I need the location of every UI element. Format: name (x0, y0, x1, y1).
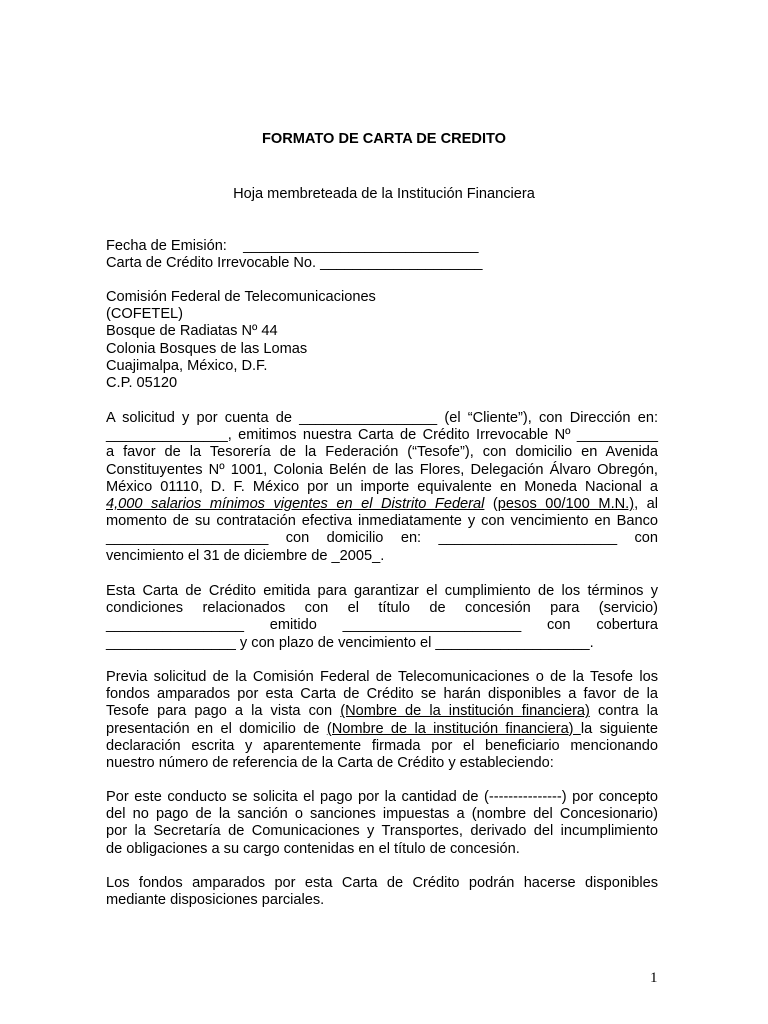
address-line: (COFETEL) (106, 306, 184, 323)
paragraph-line-institution: Tesofe para pago a la vista con (Nombre de la institución financiera) contra la (106, 703, 658, 720)
document-subtitle: Hoja membreteada de la Institución Financiera (233, 186, 535, 202)
issue-date-line: Fecha de Emisión: _____________________________ (106, 238, 479, 254)
amount-italic-text: 4,000 salarios mínimos vigentes en el Distrito Federal (106, 496, 485, 513)
paragraph-request (106, 410, 658, 565)
address-line: Colonia Bosques de las Lomas (106, 340, 308, 357)
paragraph-line: vencimiento el 31 de diciembre de _2005_. (106, 547, 385, 564)
institution-name-placeholder: (Nombre de la institución financiera) (340, 703, 590, 720)
paragraph-line: momento de su contratación efectiva inmediatamente y con vencimiento en Banco (106, 513, 658, 530)
paragraph-line: de obligaciones a su cargo contenidas en el título de concesión. (106, 840, 520, 857)
paragraph-line: del no pago de la sanción o sanciones impuestas a (nombre del Concesionario) (106, 806, 658, 823)
paragraph-payment-request (106, 789, 658, 858)
paragraph-line: ____________________ con domicilio en: ______________________ con (106, 530, 658, 547)
address-line: Comisión Federal de Telecomunicaciones (106, 289, 376, 305)
paragraph-line: mediante disposiciones parciales. (106, 892, 325, 909)
address-line: C.P. 05120 (106, 375, 178, 392)
paragraph-conditions (106, 669, 658, 772)
paragraph-partial-disposals (106, 875, 658, 909)
document-title: FORMATO DE CARTA DE CREDITO (261, 131, 507, 147)
paragraph-line: Previa solicitud de la Comisión Federal de Telecomunicaciones o de la Tesofe los (106, 669, 658, 685)
paragraph-line: Los fondos amparados por esta Carta de Crédito podrán hacerse disponibles (106, 875, 658, 891)
paragraph-line: _______________, emitimos nuestra Carta de Crédito Irrevocable Nº __________ (106, 427, 658, 444)
paragraph-line: condiciones relacionados con el título de concesión para (servicio) (106, 600, 658, 617)
paragraph-line: nuestro número de referencia de la Carta de Crédito y estableciendo: (106, 755, 554, 772)
header-fields (106, 238, 658, 272)
paragraph-line: Esta Carta de Crédito emitida para garantizar el cumplimiento de los términos y (106, 583, 658, 599)
paragraph-line: Constituyentes Nº 1001, Colonia Belén de las Flores, Delegación Álvaro Obregón, (106, 461, 658, 478)
paragraph-line: México 01110, D. F. México por un importe equivalente en Moneda Nacional a (106, 478, 658, 495)
paragraph-line: declaración escrita y aparentemente firmada por el beneficiario mencionando (106, 737, 658, 754)
institution-name-placeholder: (Nombre de la institución financiera) (326, 720, 581, 737)
paragraph-line: fondos amparados por esta Carta de Crédito se harán disponibles a favor de la (106, 686, 658, 703)
amount-pesos-text: pesos 00/100 M.N.) (497, 496, 635, 513)
paragraph-line: Por este conducto se solicita el pago por la cantidad de (---------------) por concepto (106, 789, 658, 805)
paragraph-line: a favor de la Tesorería de la Federación (“Tesofe”), con domicilio en Avenida (106, 444, 658, 461)
recipient-address (106, 289, 658, 392)
paragraph-line: por la Secretaría de Comunicaciones y Transportes, derivado del incumplimiento (106, 823, 658, 840)
paragraph-line: ________________ y con plazo de vencimiento el ___________________. (106, 634, 594, 651)
paragraph-line: _________________ emitido ______________________ con cobertura (106, 617, 658, 634)
paragraph-line: A solicitud y por cuenta de _________________ (el “Cliente”), con Dirección en: (106, 410, 658, 426)
paragraph-line-institution: presentación en el domicilio de (Nombre de la institución financiera) la siguiente (106, 720, 658, 737)
address-line: Cuajimalpa, México, D.F. (106, 357, 268, 374)
page-number: 1 (650, 970, 658, 986)
address-line: Bosque de Radiatas Nº 44 (106, 323, 278, 340)
paragraph-line-amount: 4,000 salarios mínimos vigentes en el Distrito Federal (pesos 00/100 M.N.), al (106, 496, 659, 513)
credit-letter-number-line: Carta de Crédito Irrevocable No. ____________________ (106, 255, 483, 272)
paragraph-purpose (106, 583, 658, 652)
